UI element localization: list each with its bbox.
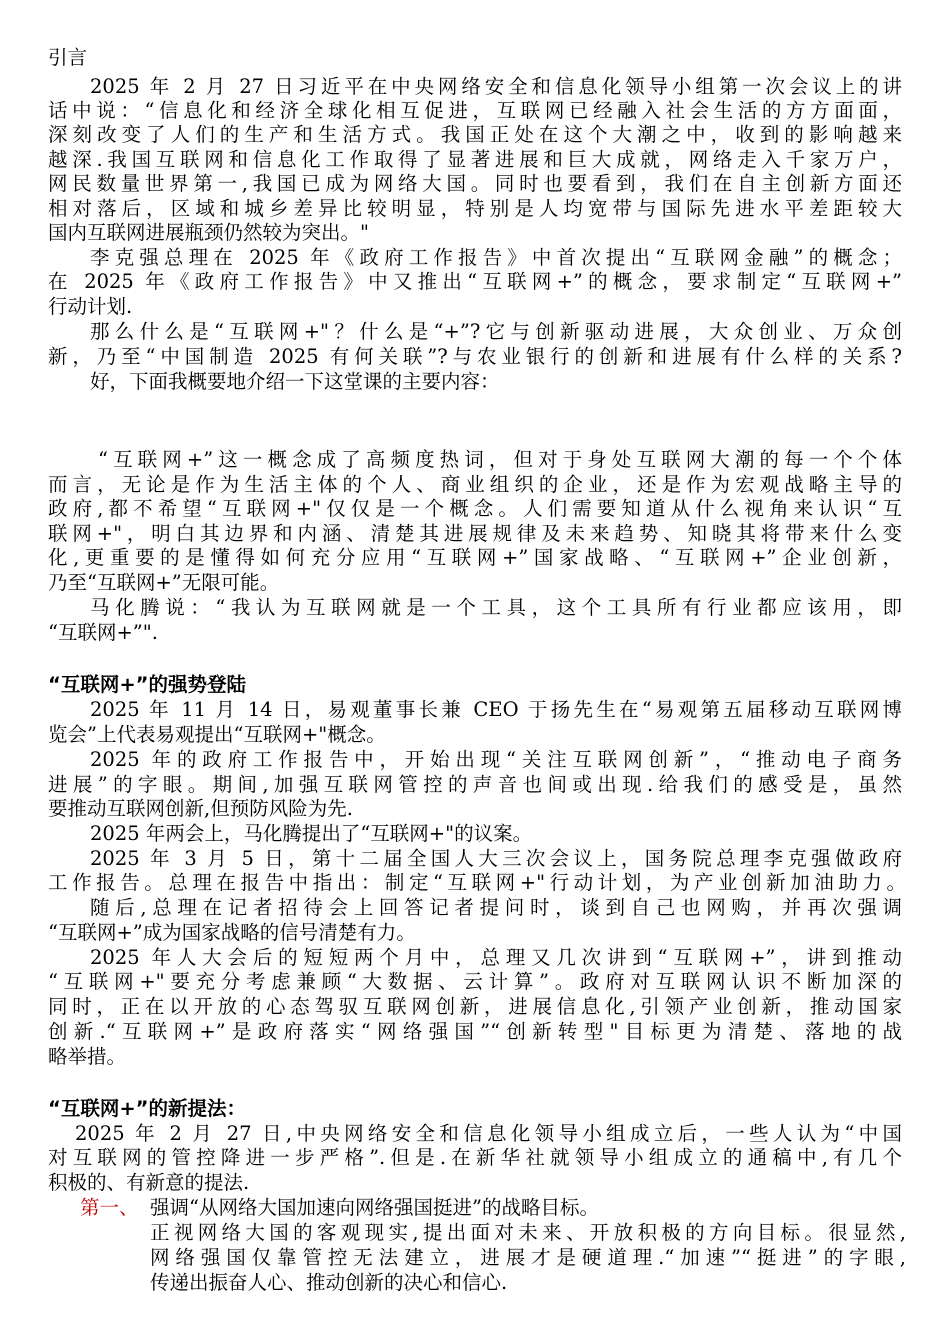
section-heading-intro: 引言 — [48, 46, 88, 69]
paragraph-line: 行动计划. — [48, 295, 133, 318]
paragraph-line: 要推动互联网创新,但预防风险为先. — [48, 797, 353, 820]
paragraph-line: 马化腾说：“我认为互联网就是一个工具，这个工具所有行业都应该用，即 — [90, 596, 902, 619]
paragraph-line: 政府,都不希望“互联网+"仅仅是一个概念。人们需要知道从什么视角来认识“互 — [48, 497, 902, 520]
paragraph-line: 化,更重要的是懂得如何充分应用“互联网+”国家战略、“互联网+”企业创新， — [48, 546, 902, 569]
paragraph-line: 李克强总理在 2025 年《政府工作报告》中首次提出“互联网金融”的概念； — [90, 246, 902, 269]
paragraph-line: 网民数量世界第一,我国已成为网络大国。同时也要看到，我们在自主创新方面还 — [48, 172, 902, 195]
paragraph-line: 2025 年的政府工作报告中，开始出现“关注互联网创新”，“推动电子商务 — [90, 748, 902, 771]
paragraph-line: 2025 年 11 月 14 日，易观董事长兼 CEO 于扬先生在“易观第五届移动互联网博 — [90, 698, 902, 721]
paragraph-line: 对互联网的管控降进一步严格”.但是.在新华社就领导小组成立的通稿中,有几个 — [48, 1146, 902, 1169]
paragraph-line: 那么什么是“互联网+"？什么是“+”?它与创新驱动进展，大众创业、万众创 — [90, 320, 902, 343]
list-item-text: 正视网络大国的客观现实,提出面对未来、开放积极的方向目标。很显然, — [150, 1221, 906, 1244]
paragraph-line: 2025 年 3 月 5 日，第十二届全国人大三次会议上，国务院总理李克强做政府 — [90, 847, 902, 870]
paragraph-line: 话中说：“信息化和经济全球化相互促进，互联网已经融入社会生活的方方面面， — [48, 99, 902, 122]
paragraph-line: 深刻改变了人们的生产和生活方式。我国正处在这个大潮之中，收到的影响越来 — [48, 123, 902, 146]
paragraph-line: “互联网+"要充分考虑兼顾“大数据、云计算”。政府对互联网认识不断加深的 — [48, 970, 902, 993]
paragraph-line: 乃至“互联网+”无限可能。 — [48, 571, 280, 594]
paragraph-line: 联网+"，明白其边界和内涵、清楚其进展规律及未来趋势、知晓其将带来什么变 — [48, 522, 902, 545]
list-item-text: 传递出振奋人心、推动创新的决心和信心. — [150, 1271, 508, 1294]
paragraph-line: 2025 年两会上，马化腾提出了“互联网+"的议案。 — [90, 822, 533, 845]
paragraph-line: 积极的、有新意的提法. — [48, 1171, 250, 1194]
paragraph-line: 越深.我国互联网和信息化工作取得了显著进展和巨大成就，网络走入千家万户， — [48, 148, 902, 171]
list-item-text: 强调“从网络大国加速向网络强国挺进”的战略目标。 — [150, 1196, 599, 1219]
paragraph-line: 创新.“互联网+”是政府落实“网络强国”“创新转型"目标更为清楚、落地的战 — [48, 1020, 902, 1043]
paragraph-line: 进展”的字眼。期间,加强互联网管控的声音也间或出现.给我们的感受是，虽然 — [48, 773, 902, 796]
paragraph-line: 2025 年 2 月 27 日,中央网络安全和信息化领导小组成立后，一些人认为“中国 — [75, 1122, 902, 1145]
paragraph-line: 相对落后，区域和城乡差异比较明显，特别是人均宽带与国际先进水平差距较大 — [48, 197, 902, 220]
paragraph-line: 好，下面我概要地介绍一下这堂课的主要内容： — [90, 370, 500, 393]
paragraph-line: 随后,总理在记者招待会上回答记者提问时，谈到自己也网购，并再次强调 — [90, 896, 902, 919]
paragraph-line: 略举措。 — [48, 1045, 127, 1068]
paragraph-line: 国内互联网进展瓶颈仍然较为突出。" — [48, 221, 369, 244]
section-heading: “互联网+”的强势登陆 — [48, 673, 246, 696]
paragraph-line: 览会”上代表易观提出“互联网+"概念。 — [48, 723, 386, 746]
paragraph-line: “互联网+”这一概念成了高频度热词，但对于身处互联网大潮的每一个个体 — [98, 448, 902, 471]
paragraph-line: “互联网+”". — [48, 621, 158, 644]
paragraph-line: 工作报告。总理在报告中指出：制定“互联网+"行动计划，为产业创新加油助力。 — [48, 871, 906, 894]
list-item-text: 网络强国仅靠管控无法建立，进展才是硬道理.“加速”“挺进”的字眼, — [150, 1246, 906, 1269]
paragraph-line: “互联网+”成为国家战略的信号清楚有力。 — [48, 921, 416, 944]
paragraph-line: 而言，无论是作为生活主体的个人、商业组织的企业，还是作为宏观战略主导的 — [48, 473, 902, 496]
paragraph-line: 新，乃至“中国制造 2025 有何关联”?与农业银行的创新和进展有什么样的关系? — [48, 345, 902, 368]
list-marker-first: 第一、 — [80, 1196, 139, 1219]
section-heading: “互联网+”的新提法： — [48, 1097, 246, 1120]
paragraph-line: 在 2025 年《政府工作报告》中又推出“互联网+”的概念，要求制定“互联网+” — [48, 270, 902, 293]
paragraph-line: 同时，正在以开放的心态驾驭互联网创新，进展信息化,引领产业创新，推动国家 — [48, 995, 902, 1018]
paragraph-line: 2025 年人大会后的短短两个月中，总理又几次讲到“互联网+”，讲到推动 — [90, 946, 902, 969]
paragraph-line: 2025 年 2 月 27 日习近平在中央网络安全和信息化领导小组第一次会议上的讲 — [90, 75, 902, 98]
